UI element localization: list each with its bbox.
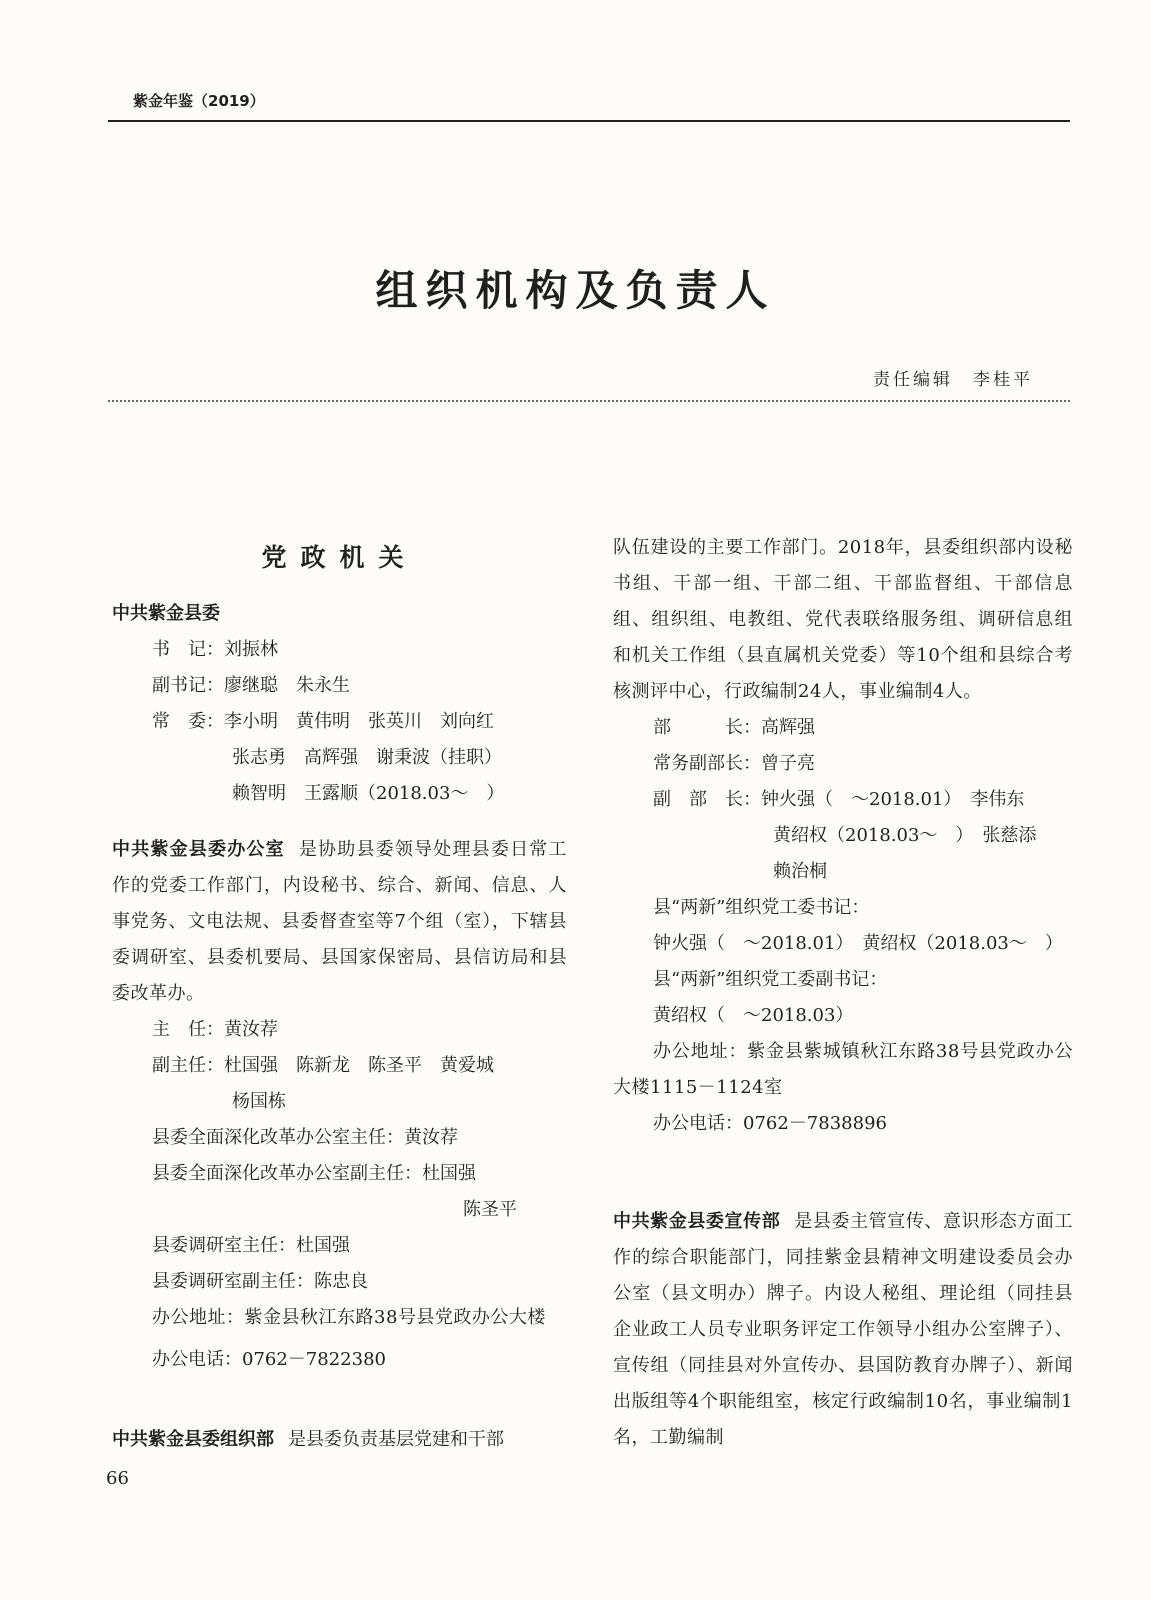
liangxin-secretary-label: 县“两新”组织党工委书记：	[653, 897, 870, 918]
office-name: 中共紫金县委办公室	[112, 839, 285, 860]
dotted-divider	[108, 400, 1070, 402]
standing-committee-line-3: 赖智明 王露顺（2018.03～ ）	[232, 783, 505, 804]
office-deputy: 副主任：杜国强 陈新龙 陈圣平 黄爱城	[152, 1055, 494, 1076]
secretary-line: 书 记：刘振林	[152, 639, 278, 660]
liangxin-deputy-label: 县“两新”组织党工委副书记：	[653, 969, 888, 990]
deputy-ministers-2: 黄绍权（2018.03～ ） 张慈添	[773, 825, 1037, 846]
running-head: 紫金年鉴（2019）	[133, 92, 265, 110]
deputy-secretary-line: 副书记：廖继聪 朱永生	[152, 675, 350, 696]
org-dept-name: 中共紫金县委组织部	[112, 1429, 274, 1450]
liangxin-secretary: 钟火强（ ～2018.01） 黄绍权（2018.03～ ）	[653, 933, 1063, 954]
org-dept-desc-cont: 队伍建设的主要工作部门。2018年，县委组织部内设秘书组、干部一组、干部二组、干部监督组、干部信息组、组织组、电教组、党代表联络服务组、调研信息组和机关工作组（县直属机关党委）等10个组和县综合考核测评中心，行政编制24人，事业编制4人。	[613, 537, 1073, 702]
publicity-desc: 是县委主管宣传、意识形态方面工作的综合职能部门，同挂紫金县精神文明建设委员会办公室（县文明办）牌子。内设人秘组、理论组（同挂县企业政工人员专业职务评定工作领导小组办公室牌子）、宣传组（同挂县对外宣传办、县国防教育办牌子）、新闻出版组等4个职能组室，核定行政编制10名，事业编制1名，工勤编制	[613, 1211, 1074, 1448]
office-director: 主 任：黄汝荐	[152, 1019, 278, 1040]
office-deputy-cont: 杨国栋	[232, 1091, 286, 1112]
reform-director: 县委全面深化改革办公室主任：黄汝荐	[152, 1127, 458, 1148]
county-committee-block	[112, 596, 567, 812]
publicity-description	[613, 1204, 1073, 1456]
office-description	[112, 832, 567, 1012]
header-rule	[108, 120, 1070, 122]
liangxin-deputy: 黄绍权（ ～2018.03）	[653, 1005, 854, 1026]
office-address: 办公地址：紫金县秋江东路38号县党政办公大楼	[152, 1307, 546, 1328]
research-director: 县委调研室主任：杜国强	[152, 1235, 350, 1256]
office-phone: 办公电话：0762－7822380	[152, 1349, 386, 1370]
org-dept-cont-block	[613, 530, 1073, 1142]
page-number: 66	[106, 1468, 129, 1489]
org-dept-intro	[112, 1422, 567, 1458]
reform-deputy: 县委全面深化改革办公室副主任：杜国强	[152, 1163, 476, 1184]
office-block	[112, 832, 567, 1378]
publicity-name: 中共紫金县委宣传部	[613, 1211, 781, 1232]
standing-committee-line-2: 张志勇 高辉强 谢秉波（挂职）	[232, 747, 502, 768]
exec-deputy-minister: 常务副部长：曾子亮	[653, 753, 815, 774]
org-dept-desc-start: 是县委负责基层党建和干部	[288, 1429, 504, 1450]
office-desc: 是协助县委领导处理县委日常工作的党委工作部门，内设秘书、综合、新闻、信息、人事党务、文电法规、县委督查室等7个组（室），下辖县委调研室、县委机要局、县国家保密局、县信访局和县委改革办。	[112, 839, 568, 1004]
county-committee-name: 中共紫金县委	[112, 603, 220, 624]
minister: 部 长：高辉强	[653, 717, 815, 738]
deputy-ministers: 副 部 长：钟火强（ ～2018.01） 李伟东	[653, 789, 1025, 810]
org-dept-phone: 办公电话：0762－7838896	[653, 1113, 887, 1134]
deputy-ministers-3: 赖治桐	[773, 861, 827, 882]
org-dept-block	[112, 1422, 567, 1458]
publicity-block	[613, 1204, 1073, 1456]
section-title: 党政机关	[261, 543, 418, 572]
standing-committee-line: 常 委：李小明 黄伟明 张英川 刘向红	[152, 711, 494, 732]
reform-deputy-cont: 陈圣平	[463, 1199, 517, 1220]
org-dept-address: 办公地址：紫金县紫城镇秋江东路38号县党政办公大楼1115－1124室	[613, 1041, 1073, 1098]
responsible-editor: 责任编辑 李桂平	[873, 370, 1033, 390]
research-deputy: 县委调研室副主任：陈忠良	[152, 1271, 368, 1292]
page-title: 组织机构及负责人	[375, 266, 776, 315]
